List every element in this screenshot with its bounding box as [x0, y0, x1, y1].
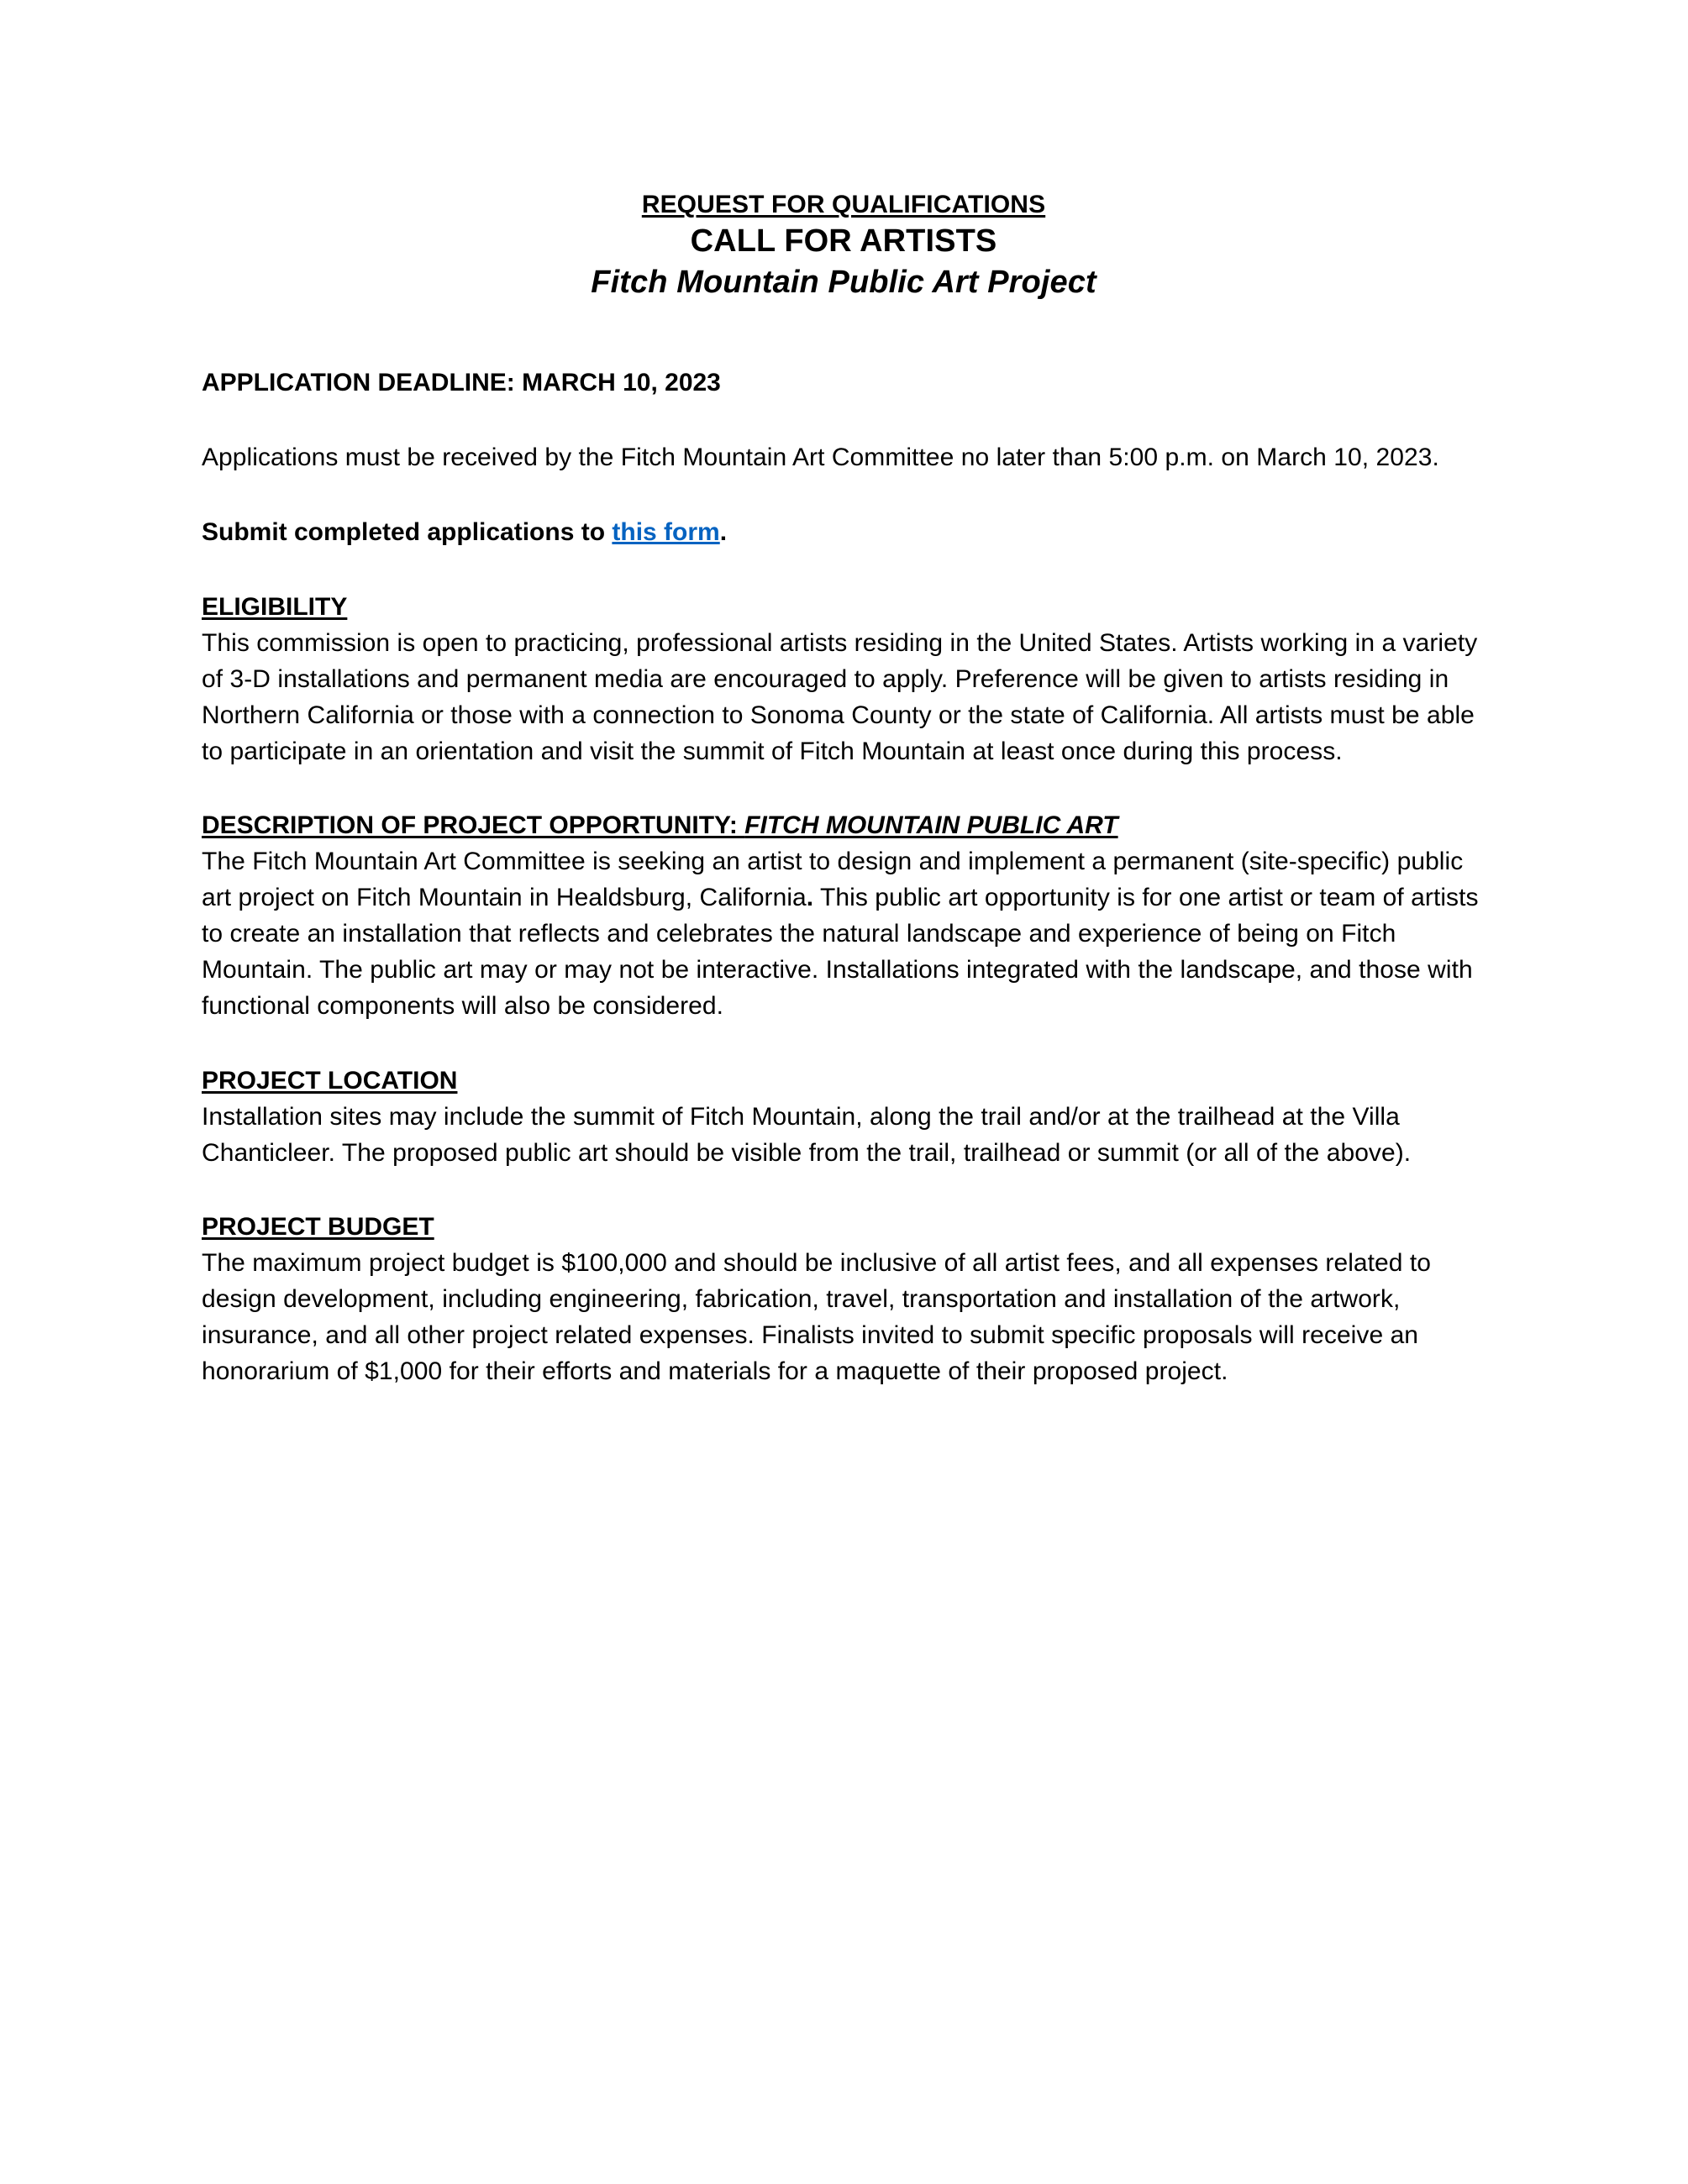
spacer-before-location — [202, 1025, 1486, 1063]
title-block — [202, 189, 1486, 303]
section-paragraph-project-location: Installation sites may include the summit of Fitch Mountain, along the trail and/or at the trailhead at the Villa Chanticleer. The proposed public art should be visible from the trail, trailhead or summit (or all of the above). — [202, 1102, 1412, 1167]
section-heading-project-budget — [202, 1210, 1486, 1246]
description-paragraph-part1: The Fitch Mountain Art Committee is seeking an artist to design and implement a permanent (site-specific) public art project on Fitch Mountain in Healdsburg, California — [202, 848, 1464, 912]
section-heading-project-location — [202, 1063, 1486, 1100]
description-paragraph-period: . — [806, 884, 814, 912]
deadline-paragraph: Applications must be received by the Fitch Mountain Art Committee no later than 5:00 p.m. on March 10, 2023. — [202, 444, 1439, 472]
submit-applications-line — [202, 515, 1486, 551]
spacer-after-title — [202, 303, 1486, 365]
application-form-link[interactable]: this form — [612, 518, 720, 547]
section-heading-project-budget-text: PROJECT BUDGET — [202, 1213, 434, 1242]
spacer-before-budget — [202, 1171, 1486, 1210]
section-heading-description-italic: FITCH MOUNTAIN PUBLIC ART — [744, 811, 1118, 840]
section-paragraph-project-budget: The maximum project budget is $100,000 and should be inclusive of all artist fees, and all expenses related to design development, including engineering, fabrication, travel, transportation and installation of the artwork, insurance, and all other project related expenses. Finalists invited to submit specific proposals will receive an honorarium of $1,000 for their efforts and materials for a maquette of their proposed project. — [202, 1249, 1432, 1385]
submit-prefix-text: Submit completed applications to — [202, 518, 613, 547]
section-heading-description — [202, 808, 1486, 844]
section-heading-description-text: DESCRIPTION OF PROJECT OPPORTUNITY: — [202, 811, 745, 840]
submit-suffix-text: . — [719, 518, 728, 547]
project-subtitle: Fitch Mountain Public Art Project — [591, 264, 1096, 300]
application-deadline-heading: APPLICATION DEADLINE: MARCH 10, 2023 — [202, 369, 721, 397]
description-paragraph-part2: This public art opportunity is for one artist or team of artists to create an installation that reflects and celebrates the natural landscape and experience of being on Fitch Mountain. The public art may or may not be interactive. Installations integrated with the landscape, and those with functional components will also be considered. — [202, 884, 1479, 1020]
section-paragraph-eligibility: This commission is open to practicing, professional artists residing in the United States. Artists working in a variety of 3-D installations and permanent media are encouraged to apply. Preference will be given to artists residing in Northern California or those with a connection to Sonoma County or the state of California. All artists must be able to participate in an orientation and visit the summit of Fitch Mountain at least once during this process. — [202, 628, 1478, 765]
document-content — [202, 189, 1486, 1390]
section-paragraph-description — [202, 844, 1486, 1024]
section-heading-eligibility — [202, 590, 1486, 626]
section-heading-project-location-text: PROJECT LOCATION — [202, 1066, 458, 1095]
spacer-before-description — [202, 769, 1486, 808]
call-for-artists-title: CALL FOR ARTISTS — [690, 223, 997, 259]
spacer-before-eligibility — [202, 551, 1486, 590]
request-for-qualifications-label: REQUEST FOR QUALIFICATIONS — [641, 191, 1046, 218]
spacer-after-deadline-heading — [202, 402, 1486, 440]
section-heading-eligibility-text: ELIGIBILITY — [202, 592, 348, 621]
spacer-before-submit — [202, 476, 1486, 515]
